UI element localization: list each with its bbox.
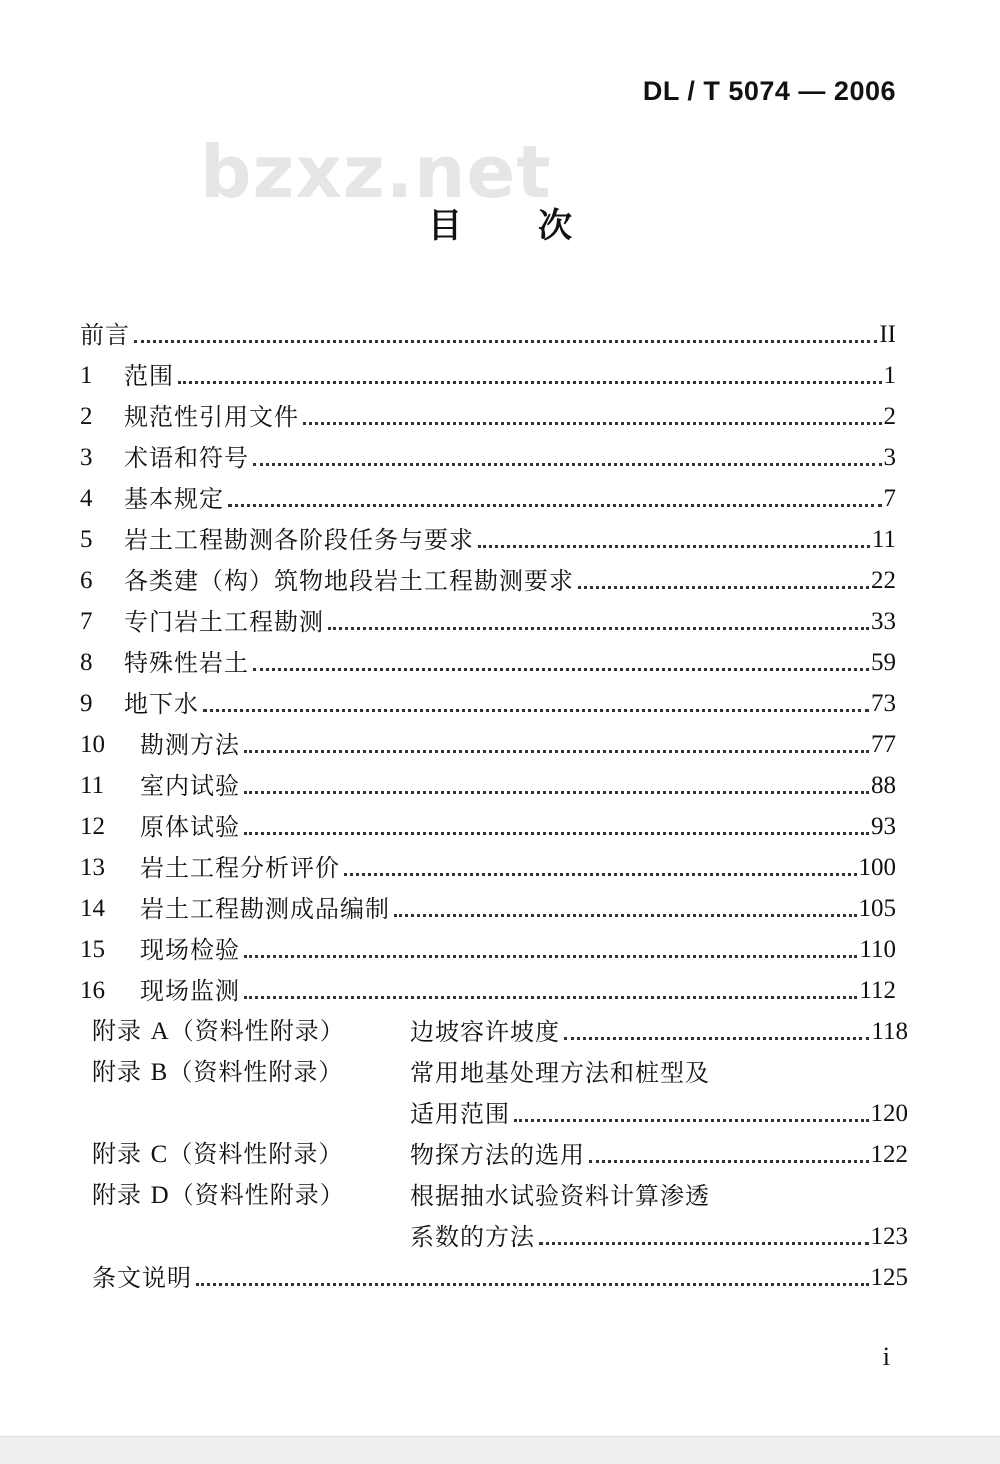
- appendix-title: 边坡容许坡度: [410, 1018, 560, 1046]
- toc-label: 各类建（构）筑物地段岩土工程勘测要求: [124, 567, 574, 595]
- title-char-1: 目: [428, 206, 462, 246]
- appendix-title-cont: 系数的方法: [410, 1223, 535, 1251]
- appendix-tag: [92, 1057, 410, 1088]
- toc-row-appendix-c[interactable]: [92, 1129, 908, 1170]
- dot-leader: [253, 668, 869, 671]
- toc-page: 120: [870, 1100, 908, 1127]
- toc-label: 基本规定: [124, 485, 224, 513]
- toc-number: 8: [80, 649, 93, 676]
- dot-leader: [134, 340, 877, 343]
- toc-label: 岩土工程分析评价: [140, 854, 340, 882]
- toc-label: 岩土工程勘测各阶段任务与要求: [124, 526, 474, 554]
- toc-label: 室内试验: [140, 772, 240, 800]
- toc-page: 93: [871, 813, 896, 840]
- appendix-title: 物探方法的选用: [410, 1141, 585, 1169]
- toc-label: 术语和符号: [124, 444, 249, 472]
- toc-page: 59: [871, 649, 896, 676]
- appendix-prefix: 附录: [92, 1017, 142, 1045]
- std-code: DL / T 5074 — 2006: [642, 76, 896, 106]
- toc-page: 112: [859, 977, 896, 1004]
- toc-number: 16: [80, 977, 105, 1004]
- toc-label: 岩土工程勘测成品编制: [140, 895, 390, 923]
- toc-number: 9: [80, 690, 93, 717]
- toc-page: 11: [871, 526, 896, 553]
- toc-page: 100: [858, 854, 896, 881]
- appendix-tag: [92, 1139, 410, 1170]
- toc-row-appendix-b-cont[interactable]: [92, 1088, 908, 1129]
- dot-leader: [578, 586, 869, 589]
- appendix-title: 根据抽水试验资料计算渗透: [410, 1182, 710, 1210]
- toc-row-foreword[interactable]: [80, 309, 896, 350]
- toc-number: 7: [80, 608, 93, 635]
- toc-page: 3: [883, 444, 896, 471]
- toc-row-appendix-a[interactable]: [92, 1006, 908, 1047]
- toc-row-explanation[interactable]: [92, 1252, 908, 1293]
- toc-page: 77: [871, 731, 896, 758]
- toc-number: 13: [80, 854, 105, 881]
- appendix-prefix: 附录: [92, 1058, 142, 1086]
- dot-leader: [589, 1160, 869, 1163]
- appendix-letter: D: [150, 1182, 170, 1209]
- toc-label: 专门岩土工程勘测: [124, 608, 324, 636]
- toc-row-16[interactable]: [80, 965, 896, 1006]
- appendix-prefix: 附录: [92, 1140, 142, 1168]
- toc-row-1[interactable]: [80, 350, 896, 391]
- dot-leader: [244, 750, 869, 753]
- toc-number: 12: [80, 813, 105, 840]
- toc-row-appendix-d-cont[interactable]: [92, 1211, 908, 1252]
- toc-row-12[interactable]: [80, 801, 896, 842]
- toc-label: 范围: [124, 362, 174, 390]
- dot-leader: [244, 832, 869, 835]
- dot-leader: [244, 996, 857, 999]
- watermark: bzxz.net: [200, 130, 552, 214]
- appendix-prefix: 附录: [92, 1181, 142, 1209]
- dot-leader: [253, 463, 882, 466]
- page-title: [0, 198, 1000, 247]
- dot-leader: [244, 791, 869, 794]
- dot-leader: [394, 914, 857, 917]
- toc-label: 条文说明: [92, 1264, 192, 1292]
- toc-row-14[interactable]: [80, 883, 896, 924]
- title-char-2: 次: [538, 206, 572, 246]
- toc-page: 118: [871, 1018, 908, 1045]
- toc-number: 1: [80, 362, 93, 389]
- toc-number: 2: [80, 403, 93, 430]
- toc-page: 88: [871, 772, 896, 799]
- dot-leader: [244, 955, 857, 958]
- dot-leader: [514, 1119, 869, 1122]
- toc-page: 22: [871, 567, 896, 594]
- toc-number: 14: [80, 895, 105, 922]
- toc-number: 3: [80, 444, 93, 471]
- toc-number: 5: [80, 526, 93, 553]
- dot-leader: [203, 709, 869, 712]
- toc-page: 73: [871, 690, 896, 717]
- appendix-letter: C: [150, 1141, 169, 1168]
- dot-leader: [178, 381, 882, 384]
- toc-row-appendix-b[interactable]: [92, 1047, 908, 1088]
- toc-label: 特殊性岩土: [124, 649, 249, 677]
- toc-row-11[interactable]: [80, 760, 896, 801]
- toc-row-8[interactable]: [80, 637, 896, 678]
- appendix-type: （资料性附录）: [168, 1058, 344, 1086]
- toc-page: 125: [870, 1264, 908, 1291]
- toc-page: 7: [883, 485, 896, 512]
- appendix-title: 常用地基处理方法和桩型及: [410, 1059, 710, 1087]
- toc-number: 10: [80, 731, 105, 758]
- toc-page: 123: [870, 1223, 908, 1250]
- toc-page: 33: [871, 608, 896, 635]
- toc-page: 110: [859, 936, 896, 963]
- page-folio: i: [882, 1342, 890, 1371]
- toc-number: 4: [80, 485, 93, 512]
- dot-leader: [328, 627, 869, 630]
- toc-row-7[interactable]: [80, 596, 896, 637]
- toc-label: 勘测方法: [140, 731, 240, 759]
- toc-label: 前言: [80, 321, 130, 349]
- dot-leader: [478, 545, 870, 548]
- appendix-title-cont: 适用范围: [410, 1100, 510, 1128]
- toc-row-13[interactable]: [80, 842, 896, 883]
- toc-row-10[interactable]: [80, 719, 896, 760]
- toc-number: 6: [80, 567, 93, 594]
- dot-leader: [196, 1283, 869, 1286]
- toc-number: 15: [80, 936, 105, 963]
- appendix-tag: [92, 1180, 410, 1211]
- dot-leader: [539, 1242, 869, 1245]
- appendix-letter: B: [150, 1059, 169, 1086]
- toc-row-15[interactable]: [80, 924, 896, 965]
- toc-label: 规范性引用文件: [124, 403, 299, 431]
- toc-page: II: [879, 321, 896, 348]
- dot-leader: [228, 504, 882, 507]
- toc-row-3[interactable]: [80, 432, 896, 473]
- toc-row-appendix-d[interactable]: [92, 1170, 908, 1211]
- toc-row-6[interactable]: [80, 555, 896, 596]
- appendix-type: （资料性附录）: [168, 1140, 344, 1168]
- toc-row-4[interactable]: [80, 473, 896, 514]
- toc-page: 1: [883, 362, 896, 389]
- toc-page: 2: [883, 403, 896, 430]
- toc-page: 105: [858, 895, 896, 922]
- appendix-tag: [92, 1016, 410, 1047]
- toc-label: 现场检验: [140, 936, 240, 964]
- appendix-type: （资料性附录）: [169, 1181, 345, 1209]
- appendix-letter: A: [150, 1018, 170, 1045]
- toc-number: 11: [80, 772, 105, 799]
- appendix-type: （资料性附录）: [169, 1017, 345, 1045]
- toc-label: 原体试验: [140, 813, 240, 841]
- toc-label: 地下水: [124, 690, 199, 718]
- dot-leader: [344, 873, 857, 876]
- page-edge: [0, 1436, 1000, 1464]
- toc-label: 现场监测: [140, 977, 240, 1005]
- dot-leader: [564, 1037, 869, 1040]
- toc-page: 122: [870, 1141, 908, 1168]
- dot-leader: [303, 422, 882, 425]
- toc-row-9[interactable]: [80, 678, 896, 719]
- toc-row-5[interactable]: [80, 514, 896, 555]
- toc-row-2[interactable]: [80, 391, 896, 432]
